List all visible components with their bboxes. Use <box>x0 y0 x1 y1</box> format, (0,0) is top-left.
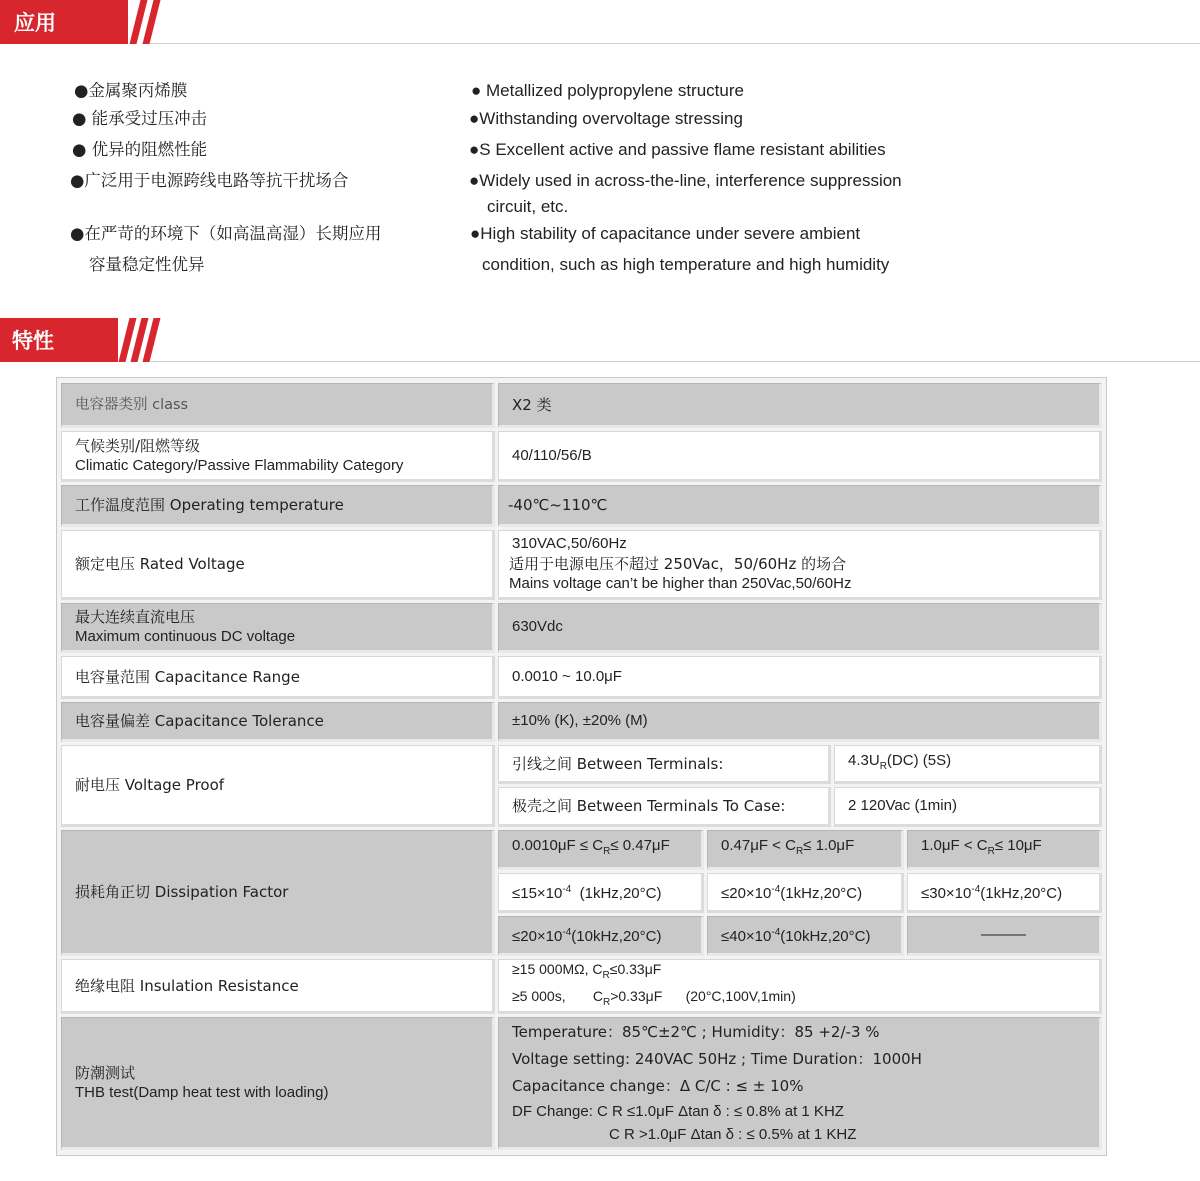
row-dc-label: 最大连续直流电压 Maximum continuous DC voltage <box>61 603 495 653</box>
row-tolerance-label: 电容量偏差 Capacitance Tolerance <box>61 702 495 742</box>
row-temp-label: 工作温度范围 Operating temperature <box>61 485 495 527</box>
section-title-application: 应用 <box>14 11 56 35</box>
row-rated-label: 额定电压 Rated Voltage <box>61 530 495 600</box>
row-df-label: 损耗角正切 Dissipation Factor <box>61 830 495 956</box>
df-header-3: $1.0\mu F < C_R\le 10\mu F$ <box>907 830 1102 870</box>
row-dc-value: 630Vdc <box>498 603 1102 653</box>
df-1khz-high: $\le 30\times 10^{-4}(1kHz,20^\circ C)$ <box>907 873 1102 913</box>
header-divider <box>150 361 1200 362</box>
row-tolerance-value: ±10% (K), ±20% (M) <box>498 702 1102 742</box>
df-1khz-low: $\le 15\times 10^{-4}$ (1kHz,20°C) <box>498 873 704 913</box>
vp-between-terminals-value: $4.3U_R(DC)$ (5S) <box>834 745 1102 784</box>
row-cap-range-value: 0.0010 ~ 10.0μF <box>498 656 1102 699</box>
row-ir-value: ≥15 000MΩ, $C_R\le 0.33\mu F$ ≥5 000s, $C_R>0.33\mu F$ (20°C,100V,1min) <box>498 959 1102 1014</box>
app-cn-6: 容量稳定性优异 <box>89 255 205 274</box>
app-cn-1: ●金属聚丙烯膜 <box>74 81 188 100</box>
section-title-features: 特性 <box>12 329 54 353</box>
row-voltage-proof-label: 耐电压 Voltage Proof <box>61 745 495 827</box>
row-ir-label: 绝缘电阻 Insulation Resistance <box>61 959 495 1014</box>
row-temp-value: -40℃~110℃ <box>498 485 1102 527</box>
app-en-7: condition, such as high temperature and high humidity <box>482 255 890 274</box>
app-en-5: circuit, etc. <box>487 197 569 216</box>
app-en-2: ●Withstanding overvoltage stressing <box>469 109 743 128</box>
df-header-2: $0.47\mu F < C_R\le 1.0\mu F$ <box>707 830 904 870</box>
df-1khz-mid: $\le 20\times 10^{-4}(1kHz,20^\circ C)$ <box>707 873 904 913</box>
df-10khz-high: ——— <box>907 916 1102 956</box>
row-class-value: X2 类 <box>498 383 1102 428</box>
row-thb-value: Temperature：85℃±2℃ ; Humidity：85 +2/-3 % Voltage setting: 240VAC 50Hz ; Time Duration：1000H Capacitance change：Δ C/C : ≤ ± 10% DF Change: C R ≤1.0μF Δtan δ : ≤ 0.8% at 1 KHZ C R >1.0μF Δtan δ : ≤ 0.5% at 1 KHZ <box>498 1017 1102 1150</box>
app-cn-5: ●在严苛的环境下（如高温高湿）长期应用 <box>70 224 382 243</box>
app-en-1: ● Metallized polypropylene structure <box>471 81 744 100</box>
app-cn-3: ● 优异的阻燃性能 <box>72 140 208 159</box>
vp-terminals-to-case-value: 2 120Vac (1min) <box>834 787 1102 827</box>
row-rated-value: 310VAC,50/60Hz 适用于电源电压不超过 250Vac，50/60Hz 的场合 Mains voltage can’t be higher than 250Vac,50/60Hz <box>498 530 1102 600</box>
app-en-3: ●S Excellent active and passive flame resistant abilities <box>469 140 886 159</box>
app-cn-2: ● 能承受过压冲击 <box>72 109 208 128</box>
df-header-1: $0.0010\mu F \le C_R\le 0.47\mu F$ <box>498 830 704 870</box>
row-cap-range-label: 电容量范围 Capacitance Range <box>61 656 495 699</box>
vp-terminals-to-case-label: 极壳之间 Between Terminals To Case: <box>498 787 831 827</box>
app-en-4: ●Widely used in across-the-line, interference suppression <box>469 171 902 190</box>
section-header-features <box>0 318 1200 362</box>
section-header-application <box>0 0 1200 44</box>
vp-between-terminals-label: 引线之间 Between Terminals: <box>498 745 831 784</box>
app-en-6: ●High stability of capacitance under severe ambient <box>470 224 861 243</box>
row-climatic-value: 40/110/56/B <box>498 431 1102 482</box>
df-10khz-mid: $\le 40\times 10^{-4}(10kHz,20^\circ C)$ <box>707 916 904 956</box>
df-10khz-low: $\le 20\times 10^{-4}(10kHz,20^\circ C)$ <box>498 916 704 956</box>
row-climatic-label: 气候类别/阻燃等级 Climatic Category/Passive Flammability Category <box>61 431 495 482</box>
header-divider <box>150 43 1200 44</box>
app-cn-4: ●广泛用于电源跨线电路等抗干扰场合 <box>70 171 349 190</box>
row-thb-label: 防潮测试 THB test(Damp heat test with loading) <box>61 1017 495 1150</box>
row-class-label: 电容器类别 class <box>61 383 495 428</box>
